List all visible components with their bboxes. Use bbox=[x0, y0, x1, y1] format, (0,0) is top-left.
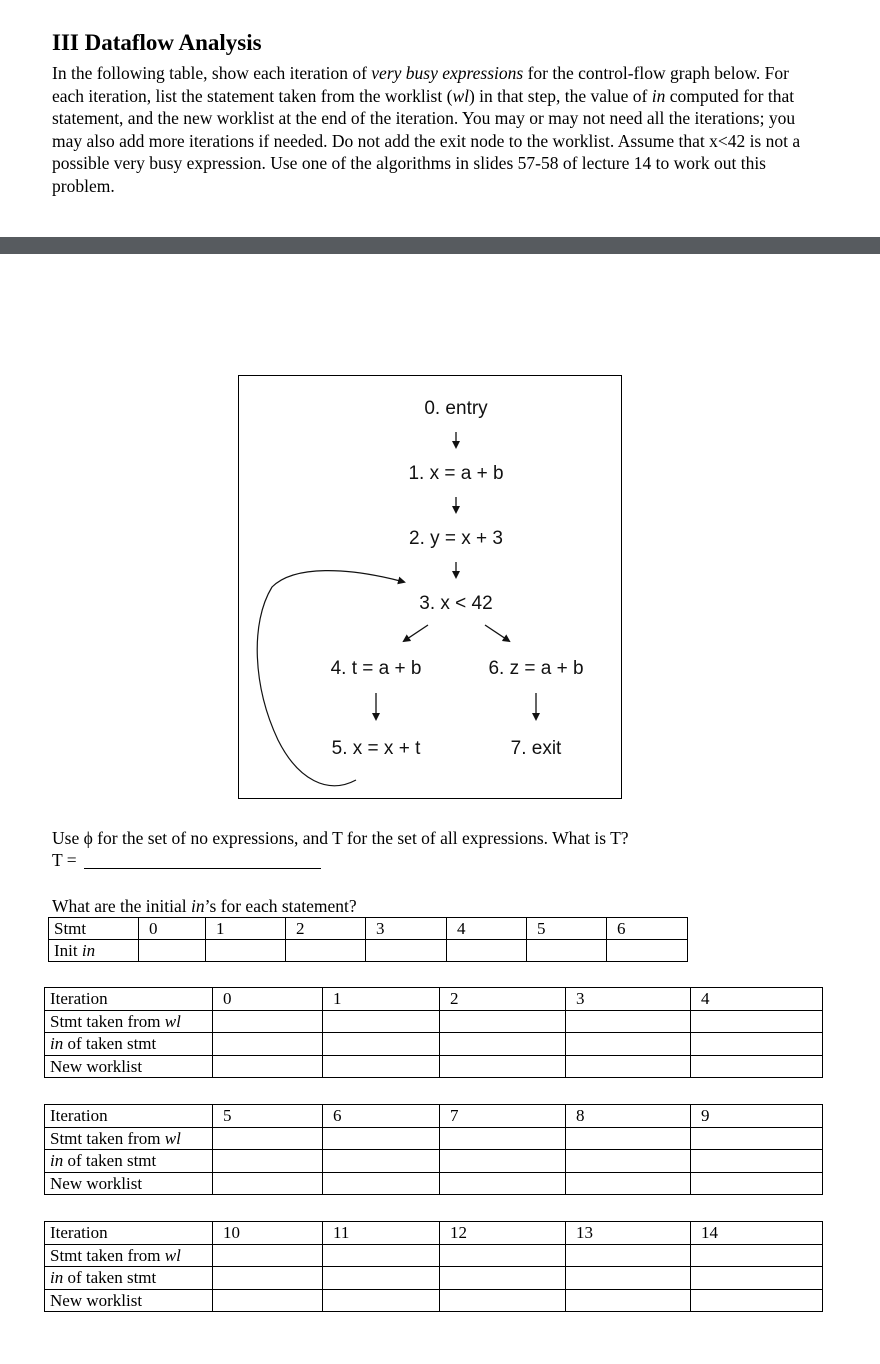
stmt-taken-row bbox=[45, 1127, 823, 1150]
answer-cell[interactable] bbox=[213, 1150, 323, 1173]
answer-cell[interactable] bbox=[440, 1172, 566, 1195]
cfg-node-0: 0. entry bbox=[424, 398, 488, 419]
answer-cell[interactable] bbox=[213, 1267, 323, 1290]
init-stmt-header: 1 bbox=[206, 918, 286, 940]
answer-cell[interactable] bbox=[691, 1267, 823, 1290]
answer-cell[interactable] bbox=[440, 1055, 566, 1078]
answer-cell[interactable] bbox=[691, 1055, 823, 1078]
init-stmt-header: 3 bbox=[366, 918, 447, 940]
iteration-number: 11 bbox=[323, 1222, 440, 1245]
in-label: in of taken stmt bbox=[45, 1033, 213, 1056]
init-stmt-header: 6 bbox=[607, 918, 688, 940]
worklist-label: New worklist bbox=[45, 1289, 213, 1312]
control-flow-graph bbox=[238, 375, 622, 799]
answer-cell[interactable] bbox=[323, 1150, 440, 1173]
t-answer-line[interactable] bbox=[84, 868, 321, 869]
cfg-node-7: 7. exit bbox=[510, 738, 562, 759]
iteration-number: 6 bbox=[323, 1105, 440, 1128]
answer-cell[interactable] bbox=[323, 1055, 440, 1078]
iteration-row bbox=[45, 1105, 823, 1128]
in-label: in of taken stmt bbox=[45, 1267, 213, 1290]
answer-cell[interactable] bbox=[440, 1244, 566, 1267]
answer-cell[interactable] bbox=[213, 1033, 323, 1056]
cfg-node-1: 1. x = a + b bbox=[408, 463, 504, 484]
iteration-number: 9 bbox=[691, 1105, 823, 1128]
answer-cell[interactable] bbox=[566, 1150, 691, 1173]
answer-cell[interactable] bbox=[566, 1172, 691, 1195]
iteration-number: 10 bbox=[213, 1222, 323, 1245]
init-header-row bbox=[49, 918, 688, 940]
iteration-table-3 bbox=[44, 1221, 823, 1312]
answer-cell[interactable] bbox=[213, 1127, 323, 1150]
iteration-table-1 bbox=[44, 987, 823, 1078]
answer-cell[interactable] bbox=[213, 1055, 323, 1078]
answer-cell[interactable] bbox=[440, 1127, 566, 1150]
iteration-number: 4 bbox=[691, 988, 823, 1011]
worklist-label: New worklist bbox=[45, 1055, 213, 1078]
iteration-label: Iteration bbox=[45, 1222, 213, 1245]
answer-cell[interactable] bbox=[691, 1127, 823, 1150]
answer-cell[interactable] bbox=[323, 1127, 440, 1150]
init-cell[interactable] bbox=[527, 940, 607, 962]
page-divider bbox=[0, 237, 880, 254]
answer-cell[interactable] bbox=[566, 1244, 691, 1267]
t-question: Use ϕ for the set of no expressions, and T for the set of all expressions. What is T? bbox=[52, 828, 629, 848]
answer-cell[interactable] bbox=[213, 1172, 323, 1195]
iteration-label: Iteration bbox=[45, 988, 213, 1011]
iteration-number: 8 bbox=[566, 1105, 691, 1128]
cfg-edge-3-4 bbox=[404, 625, 428, 641]
in-label: in of taken stmt bbox=[45, 1150, 213, 1173]
cfg-node-4: 4. t = a + b bbox=[330, 658, 422, 679]
init-header-label: Stmt bbox=[49, 918, 139, 940]
answer-cell[interactable] bbox=[566, 1127, 691, 1150]
answer-cell[interactable] bbox=[323, 1289, 440, 1312]
init-question: What are the initial in’s for each statement? bbox=[52, 896, 357, 916]
answer-cell[interactable] bbox=[440, 1150, 566, 1173]
iteration-number: 12 bbox=[440, 1222, 566, 1245]
worklist-row bbox=[45, 1172, 823, 1195]
answer-cell[interactable] bbox=[323, 1172, 440, 1195]
init-value-row bbox=[49, 940, 688, 962]
answer-cell[interactable] bbox=[213, 1244, 323, 1267]
init-cell[interactable] bbox=[206, 940, 286, 962]
worklist-row bbox=[45, 1055, 823, 1078]
iteration-number: 5 bbox=[213, 1105, 323, 1128]
answer-cell[interactable] bbox=[213, 1289, 323, 1312]
iteration-number: 1 bbox=[323, 988, 440, 1011]
stmt-taken-label: Stmt taken from wl bbox=[45, 1127, 213, 1150]
t-blank-label: T = bbox=[52, 850, 77, 870]
answer-cell[interactable] bbox=[323, 1267, 440, 1290]
cfg-node-3: 3. x < 42 bbox=[419, 593, 493, 614]
init-row-label: Init in bbox=[49, 940, 139, 962]
cfg-edge-3-6 bbox=[485, 625, 509, 641]
init-stmt-header: 2 bbox=[286, 918, 366, 940]
answer-cell[interactable] bbox=[566, 1010, 691, 1033]
init-stmt-header: 0 bbox=[139, 918, 206, 940]
answer-cell[interactable] bbox=[213, 1010, 323, 1033]
answer-cell[interactable] bbox=[566, 1055, 691, 1078]
init-stmt-header: 4 bbox=[447, 918, 527, 940]
init-cell[interactable] bbox=[139, 940, 206, 962]
worklist-label: New worklist bbox=[45, 1172, 213, 1195]
answer-cell[interactable] bbox=[566, 1033, 691, 1056]
answer-cell[interactable] bbox=[440, 1010, 566, 1033]
answer-cell[interactable] bbox=[440, 1289, 566, 1312]
iteration-label: Iteration bbox=[45, 1105, 213, 1128]
worklist-row bbox=[45, 1289, 823, 1312]
answer-cell[interactable] bbox=[440, 1267, 566, 1290]
answer-cell[interactable] bbox=[691, 1244, 823, 1267]
iteration-number: 13 bbox=[566, 1222, 691, 1245]
init-cell[interactable] bbox=[366, 940, 447, 962]
answer-cell[interactable] bbox=[566, 1289, 691, 1312]
iteration-row bbox=[45, 1222, 823, 1245]
iteration-table-2 bbox=[44, 1104, 823, 1195]
cfg-node-6: 6. z = a + b bbox=[488, 658, 584, 679]
in-row bbox=[45, 1150, 823, 1173]
answer-cell[interactable] bbox=[323, 1244, 440, 1267]
iteration-number: 3 bbox=[566, 988, 691, 1011]
cfg-node-5: 5. x = x + t bbox=[331, 738, 421, 759]
answer-cell[interactable] bbox=[691, 1010, 823, 1033]
iteration-number: 0 bbox=[213, 988, 323, 1011]
iteration-row bbox=[45, 988, 823, 1011]
iteration-number: 7 bbox=[440, 1105, 566, 1128]
cfg-node-2: 2. y = x + 3 bbox=[409, 528, 503, 549]
stmt-taken-row bbox=[45, 1244, 823, 1267]
stmt-taken-label: Stmt taken from wl bbox=[45, 1244, 213, 1267]
stmt-taken-label: Stmt taken from wl bbox=[45, 1010, 213, 1033]
iteration-number: 14 bbox=[691, 1222, 823, 1245]
stmt-taken-row bbox=[45, 1010, 823, 1033]
answer-cell[interactable] bbox=[691, 1150, 823, 1173]
instructions-paragraph: In the following table, show each iteration of very busy expressions for the control-flow graph below. For each iteration, list the statement taken from the worklist (wl) in that step, the value of in computed for that statement, and the new worklist at the end of the iteration. You may or may not need all the iterations; you may also add more iterations if needed. Do not add the exit node to the worklist. Assume that x<42 is not a possible very busy expression. Use one of the algorithms in slides 57-58 of lecture 14 to work out this problem. bbox=[52, 63, 801, 196]
answer-cell[interactable] bbox=[691, 1033, 823, 1056]
in-row bbox=[45, 1033, 823, 1056]
init-cell[interactable] bbox=[286, 940, 366, 962]
init-cell[interactable] bbox=[447, 940, 527, 962]
in-row bbox=[45, 1267, 823, 1290]
iteration-number: 2 bbox=[440, 988, 566, 1011]
init-in-table bbox=[48, 917, 688, 962]
answer-cell[interactable] bbox=[323, 1010, 440, 1033]
section-heading: III Dataflow Analysis bbox=[52, 30, 262, 55]
init-stmt-header: 5 bbox=[527, 918, 607, 940]
answer-cell[interactable] bbox=[440, 1033, 566, 1056]
answer-cell[interactable] bbox=[566, 1267, 691, 1290]
answer-cell[interactable] bbox=[691, 1172, 823, 1195]
answer-cell[interactable] bbox=[691, 1289, 823, 1312]
answer-cell[interactable] bbox=[323, 1033, 440, 1056]
init-cell[interactable] bbox=[607, 940, 688, 962]
